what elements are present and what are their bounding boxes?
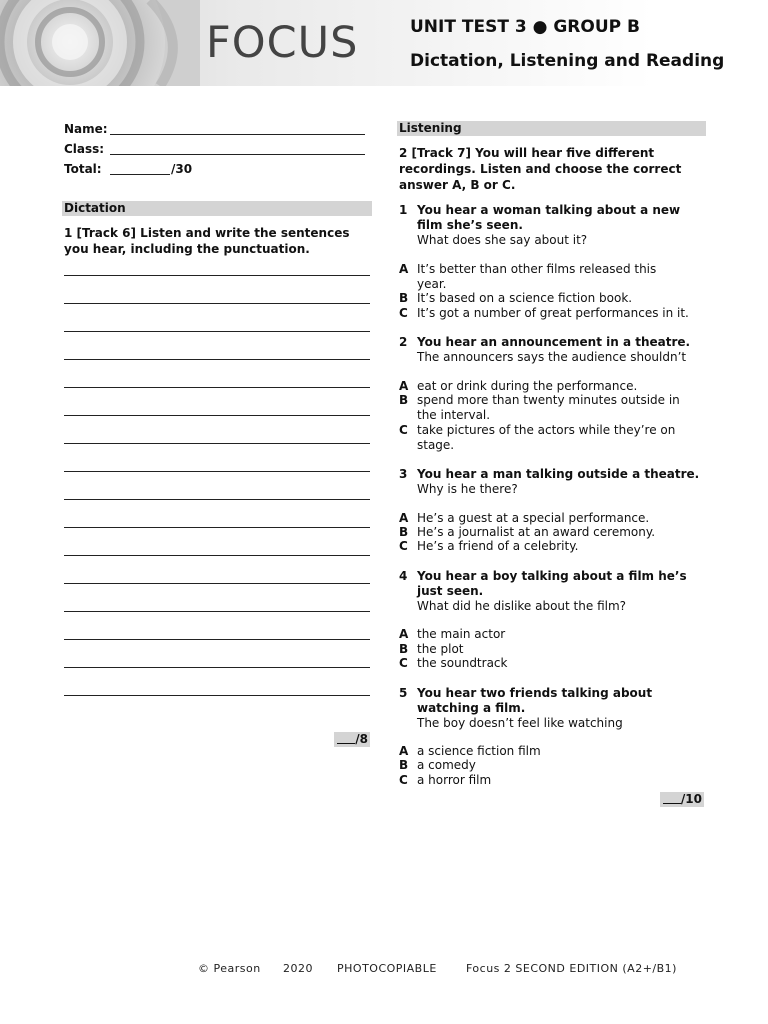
writing-line[interactable]: [64, 667, 370, 668]
swirl-graphic: [0, 0, 200, 86]
option-letter: A: [399, 262, 409, 276]
option-letter: A: [399, 379, 409, 393]
option-text: the plot: [417, 642, 464, 656]
option-5c[interactable]: [399, 773, 709, 788]
footer-photocopiable: PHOTOCOPIABLE: [337, 962, 437, 975]
total-field[interactable]: [110, 162, 170, 175]
class-field[interactable]: [110, 142, 365, 155]
writing-line[interactable]: [64, 331, 370, 332]
option-1a[interactable]: [399, 262, 709, 292]
option-5a[interactable]: [399, 744, 709, 759]
writing-line[interactable]: [64, 499, 370, 500]
question-number: 5: [399, 686, 408, 700]
option-letter: A: [399, 744, 409, 758]
option-text: He’s a friend of a celebrity.: [417, 539, 579, 553]
option-text: a science fiction film: [417, 744, 541, 758]
dictation-score: [334, 732, 370, 747]
listening-instruction: 2 [Track 7] You will hear five different recordings. Listen and choose the correct answer A, B or C.: [399, 146, 682, 192]
option-4c[interactable]: [399, 656, 709, 671]
option-text: It’s based on a science fiction book.: [417, 291, 633, 305]
option-4a[interactable]: [399, 627, 709, 642]
total-label: Total:: [64, 162, 102, 176]
option-letter: A: [399, 627, 409, 641]
option-letter: B: [399, 525, 409, 539]
option-letter: B: [399, 393, 409, 407]
question-sub: What does she say about it?: [417, 233, 588, 247]
writing-line[interactable]: [64, 555, 370, 556]
option-2b[interactable]: [399, 393, 709, 423]
test-subtitle: Dictation, Listening and Reading: [410, 51, 725, 71]
option-text: He’s a journalist at an award ceremony.: [417, 525, 656, 539]
writing-line[interactable]: [64, 415, 370, 416]
question-1: [399, 203, 709, 248]
writing-line[interactable]: [64, 639, 370, 640]
question-number: 2: [399, 335, 408, 349]
question-prompt: You hear a woman talking about a new film she’s seen.: [417, 203, 681, 232]
option-letter: A: [399, 511, 409, 525]
option-text: eat or drink during the performance.: [417, 379, 638, 393]
footer-year: 2020: [283, 962, 313, 975]
option-text: take pictures of the actors while they’re on stage.: [417, 423, 676, 452]
question-5: [399, 686, 709, 731]
question-sub: The boy doesn’t feel like watching: [417, 716, 623, 730]
class-label: Class:: [64, 142, 105, 156]
option-1c[interactable]: [399, 306, 709, 321]
question-2: [399, 335, 709, 365]
question-sub: Why is he there?: [417, 482, 518, 496]
writing-line[interactable]: [64, 275, 370, 276]
question-number: 4: [399, 569, 408, 583]
option-text: a horror film: [417, 773, 492, 787]
option-3c[interactable]: [399, 539, 709, 554]
option-letter: C: [399, 423, 408, 437]
option-5b[interactable]: [399, 758, 709, 773]
option-letter: C: [399, 773, 408, 787]
score-blank[interactable]: [663, 792, 681, 804]
option-text: a comedy: [417, 758, 476, 772]
listening-score: [660, 792, 704, 807]
option-text: He’s a guest at a special performance.: [417, 511, 650, 525]
listening-score-max: /10: [680, 792, 702, 806]
question-3: [399, 467, 709, 497]
dictation-score-max: /8: [355, 732, 368, 746]
option-letter: B: [399, 642, 409, 656]
test-title: UNIT TEST 3 ● GROUP B: [410, 17, 640, 37]
option-3a[interactable]: [399, 511, 709, 526]
option-text: It’s better than other films released this year.: [417, 262, 657, 291]
question-prompt: You hear an announcement in a theatre.: [417, 335, 691, 349]
listening-heading: Listening: [397, 121, 706, 136]
score-blank[interactable]: [337, 732, 355, 744]
writing-line[interactable]: [64, 387, 370, 388]
option-2a[interactable]: [399, 379, 709, 394]
writing-line[interactable]: [64, 583, 370, 584]
total-max: /30: [171, 162, 193, 176]
option-text: spend more than twenty minutes outside in the interval.: [417, 393, 680, 422]
option-4b[interactable]: [399, 642, 709, 657]
focus-logo: FOCUS: [206, 18, 359, 68]
question-prompt: You hear two friends talking about watching a film.: [417, 686, 653, 715]
question-4: [399, 569, 709, 614]
name-label: Name:: [64, 122, 108, 136]
question-number: 1: [399, 203, 408, 217]
option-letter: C: [399, 306, 408, 320]
dictation-instruction: 1 [Track 6] Listen and write the sentences you hear, including the punctuation.: [64, 226, 350, 256]
writing-line[interactable]: [64, 527, 370, 528]
option-text: It’s got a number of great performances in it.: [417, 306, 689, 320]
page-header: [0, 0, 768, 86]
option-letter: C: [399, 539, 408, 553]
question-prompt: You hear a man talking outside a theatre.: [417, 467, 700, 481]
option-letter: C: [399, 656, 408, 670]
option-text: the main actor: [417, 627, 506, 641]
writing-line[interactable]: [64, 611, 370, 612]
question-sub: What did he dislike about the film?: [417, 599, 627, 613]
question-sub: The announcers says the audience shouldn’t: [417, 350, 687, 364]
writing-line[interactable]: [64, 443, 370, 444]
dictation-heading: Dictation: [62, 201, 372, 216]
name-field[interactable]: [110, 122, 365, 135]
option-3b[interactable]: [399, 525, 709, 540]
writing-line[interactable]: [64, 695, 370, 696]
writing-line[interactable]: [64, 471, 370, 472]
footer-copyright: © Pearson: [198, 962, 261, 975]
writing-line[interactable]: [64, 359, 370, 360]
option-2c[interactable]: [399, 423, 709, 453]
question-prompt: You hear a boy talking about a film he’s just seen.: [417, 569, 687, 598]
option-text: the soundtrack: [417, 656, 508, 670]
option-letter: B: [399, 758, 409, 772]
option-1b[interactable]: [399, 291, 709, 306]
footer-edition: Focus 2 SECOND EDITION (A2+/B1): [466, 962, 677, 975]
writing-line[interactable]: [64, 303, 370, 304]
question-number: 3: [399, 467, 408, 481]
option-letter: B: [399, 291, 409, 305]
